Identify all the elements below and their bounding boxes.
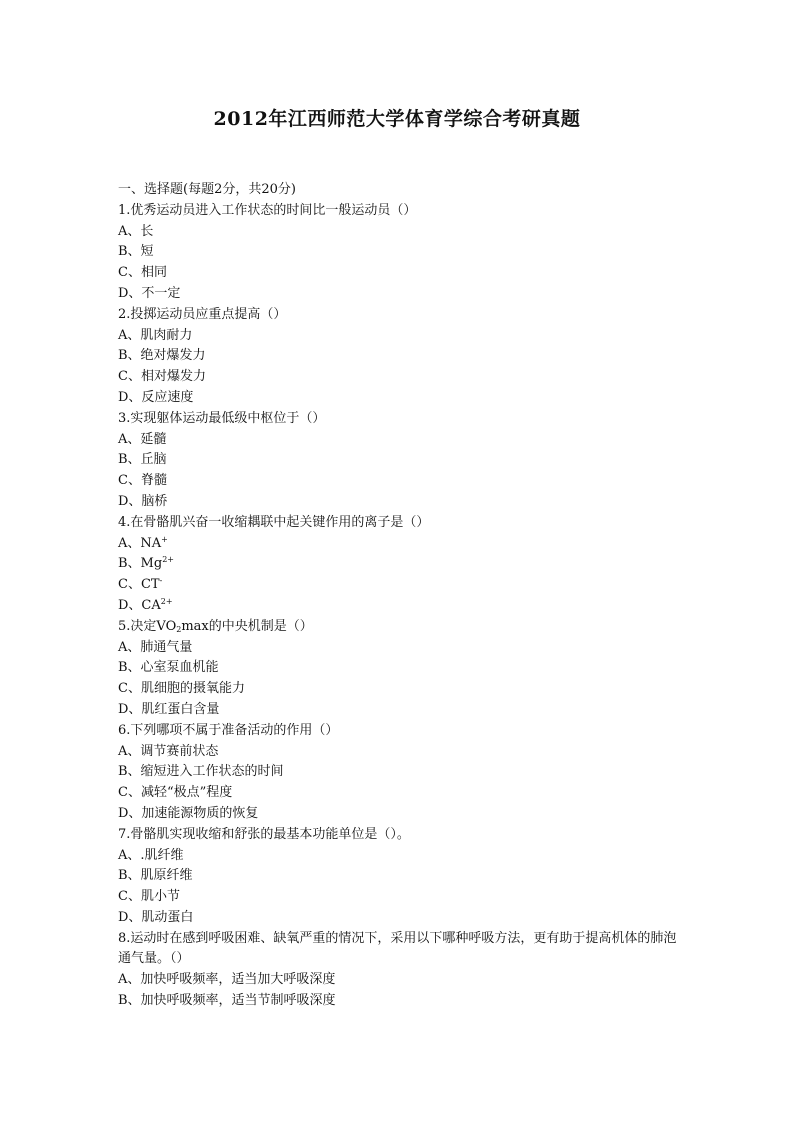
question-option bbox=[118, 596, 678, 617]
question-option bbox=[118, 534, 678, 555]
ion-charge: 2+ bbox=[160, 596, 173, 606]
question-option: C、肌细胞的摄氧能力 bbox=[118, 681, 245, 697]
question-option: A、调节赛前状态 bbox=[118, 743, 219, 759]
option-text: D、CA bbox=[118, 597, 161, 613]
question-option: A、长 bbox=[118, 223, 154, 239]
question-list bbox=[118, 180, 678, 1012]
question-option: A、延髓 bbox=[118, 431, 167, 447]
question-option: A、加快呼吸频率，适当加大呼吸深度 bbox=[118, 972, 336, 988]
question-stem: 4.在骨骼肌兴奋一收缩耦联中起关键作用的离子是（） bbox=[118, 514, 430, 530]
stem-text: max的中央机制是（） bbox=[181, 618, 313, 634]
question-option: D、不一定 bbox=[118, 285, 181, 301]
ion-charge: + bbox=[161, 534, 168, 544]
option-text: C、CT bbox=[118, 577, 160, 593]
question-option: D、反应速度 bbox=[118, 389, 194, 405]
question-option: B、绝对爆发力 bbox=[118, 348, 206, 364]
question-option: B、丘脑 bbox=[118, 452, 167, 468]
question-stem: 1.优秀运动员进入工作状态的时间比一般运动员（） bbox=[118, 202, 417, 218]
question-option: A、肌肉耐力 bbox=[118, 327, 193, 343]
question-stem bbox=[118, 617, 678, 638]
option-text: B、Mg bbox=[118, 556, 163, 572]
question-option: B、肌原纤维 bbox=[118, 868, 193, 884]
question-option: A、肺通气量 bbox=[118, 639, 193, 655]
question-option: B、加快呼吸频率，适当节制呼吸深度 bbox=[118, 993, 336, 1009]
section-heading: 一、选择题(每题2分，共20分) bbox=[118, 182, 296, 197]
question-stem: 7.骨骼肌实现收缩和舒张的最基本功能单位是（）。 bbox=[118, 826, 410, 842]
question-option: D、肌红蛋白含量 bbox=[118, 701, 220, 717]
question-stem: 3.实现躯体运动最低级中枢位于（） bbox=[118, 410, 326, 426]
question-option: C、肌小节 bbox=[118, 889, 180, 905]
question-option: B、心室泵血机能 bbox=[118, 660, 219, 676]
question-stem: 6.下列哪项不属于准备活动的作用（） bbox=[118, 722, 339, 738]
option-text: A、NA bbox=[118, 535, 162, 551]
question-option bbox=[118, 575, 678, 596]
subscript: 2 bbox=[176, 624, 182, 634]
question-option: D、脑桥 bbox=[118, 493, 168, 509]
question-option: D、加速能源物质的恢复 bbox=[118, 805, 259, 821]
question-stem: 2.投掷运动员应重点提高（） bbox=[118, 306, 287, 322]
question-option: C、相对爆发力 bbox=[118, 369, 206, 385]
question-option: C、脊髓 bbox=[118, 473, 167, 489]
question-stem: 8.运动时在感到呼吸困难、缺氧严重的情况下，采用以下哪种呼吸方法，更有助于提高机体的肺泡通气量。（） bbox=[118, 930, 677, 967]
question-option bbox=[118, 554, 678, 575]
ion-charge: - bbox=[159, 576, 163, 586]
ion-charge: 2+ bbox=[162, 555, 174, 565]
stem-text: 5.决定VO bbox=[118, 618, 177, 634]
question-option: C、相同 bbox=[118, 265, 167, 281]
question-option: A、.肌纤维 bbox=[118, 847, 184, 863]
document-title: 2012年江西师范大学体育学综合考研真题 bbox=[213, 108, 581, 130]
question-option: C、减轻“极点”程度 bbox=[118, 785, 233, 801]
question-option: B、短 bbox=[118, 244, 154, 260]
question-option: B、缩短进入工作状态的时间 bbox=[118, 764, 284, 780]
question-option: D、肌动蛋白 bbox=[118, 909, 194, 925]
